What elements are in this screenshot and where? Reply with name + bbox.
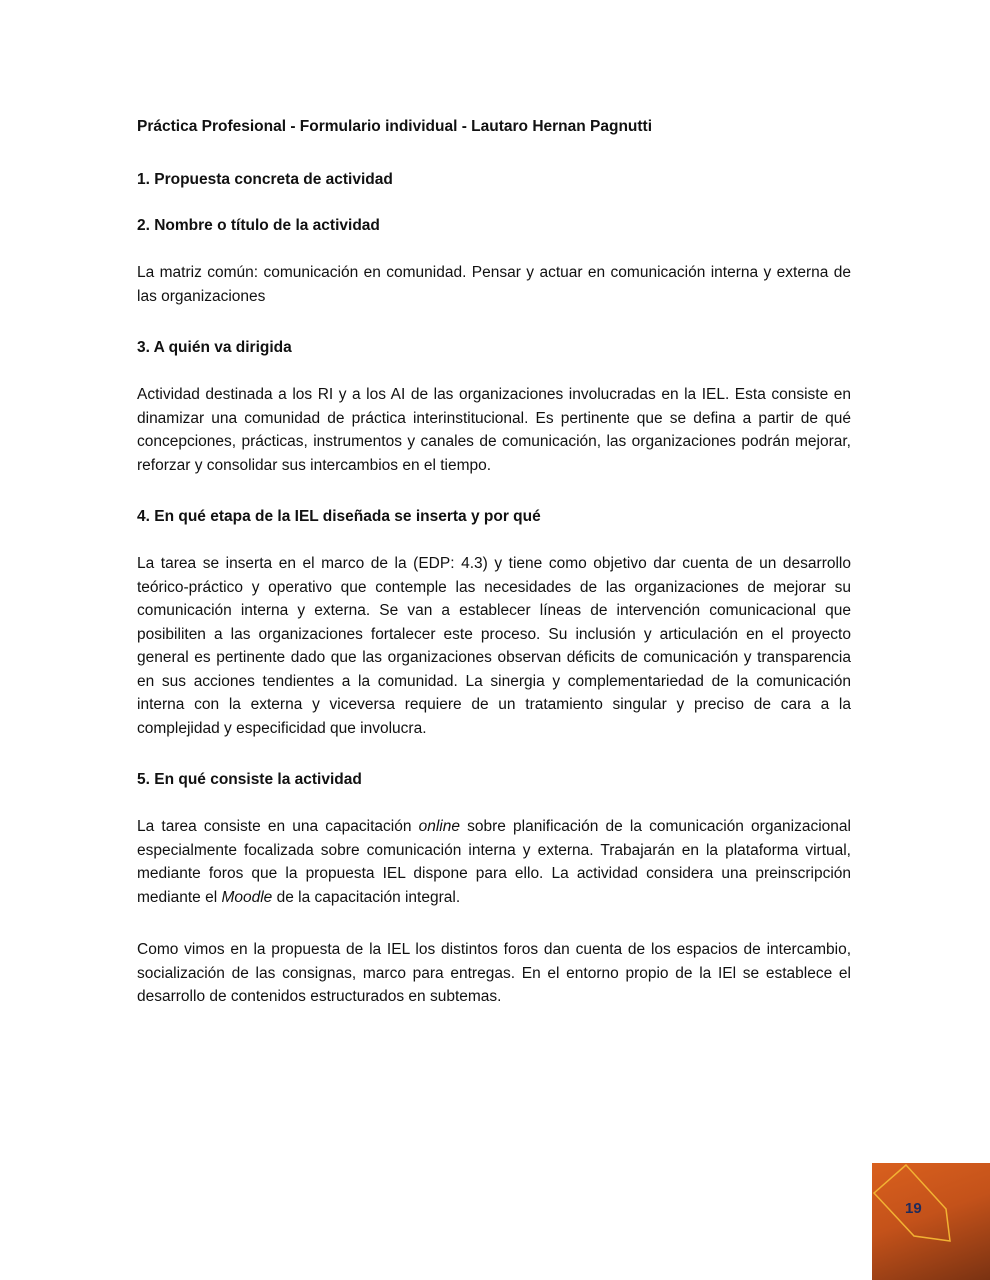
section-3-body: Actividad destinada a los RI y a los AI de las organizaciones involucradas en la IEL. Esta consiste en dinamizar una comunidad de práctica interinstitucional. Es pertinente que se defina a partir de qué concepciones, prácticas, instrumentos y canales de comunicación, las organizaciones podrán mejorar, reforzar y consolidar sus intercambios en el tiempo. [137,386,851,474]
document-page [137,116,851,1038]
section-5-body-text-1: La tarea consiste en una capacitación [137,818,419,835]
section-5-body [137,815,851,909]
section-5-body-text-3: de la capacitación integral. [272,888,461,906]
section-1-heading: 1. Propuesta concreta de actividad [137,171,393,188]
section-5-body-italic-moodle: Moodle [221,888,273,906]
section-2-heading: 2. Nombre o título de la actividad [137,217,380,234]
section-5-body-text-2: sobre planificación de la comunicación organizacional especialmente focalizada sobre comunicación interna y externa. Trabajarán en la plataforma virtual, mediante foros que la propuesta IEL dispone para ello. La actividad considera una preinscripción mediante el [137,818,851,906]
pentagon-outline-icon [872,1163,990,1280]
section-5-body-2: Como vimos en la propuesta de la IEL los distintos foros dan cuenta de los espacios de intercambio, socialización de las consignas, marco para entregas. En el entorno propio de la IEl se establece el desarrollo de contenidos estructurados en subtemas. [137,941,851,1005]
section-4-heading: 4. En qué etapa de la IEL diseñada se inserta y por qué [137,508,541,525]
page-number: 19 [905,1200,922,1217]
section-3-heading: 3. A quién va dirigida [137,339,292,356]
section-2-body: La matriz común: comunicación en comunidad. Pensar y actuar en comunicación interna y externa de las organizaciones [137,264,851,305]
section-5-heading: 5. En qué consiste la actividad [137,771,362,788]
page-corner-decoration [872,1163,990,1280]
section-5-body-italic-online: online [418,818,460,835]
document-title: Práctica Profesional - Formulario individual - Lautaro Hernan Pagnutti [137,118,653,135]
section-4-body: La tarea se inserta en el marco de la (EDP: 4.3) y tiene como objetivo dar cuenta de un desarrollo teórico-práctico y operativo que contemple las necesidades de las organizaciones de mejorar su comunicación interna y externa. Se van a establecer líneas de intervención comunicacional que posibiliten a las organizaciones fortalecer este proceso. Su inclusión y articulación en el proyecto general es pertinente dado que las organizaciones observan déficits de comunicación y transparencia en sus acciones tendientes a la comunidad. La sinergia y complementariedad de la comunicación interna con la externa y viceversa requiere de un tratamiento singular y preciso de cara a la complejidad y especificidad que involucra. [137,555,851,737]
